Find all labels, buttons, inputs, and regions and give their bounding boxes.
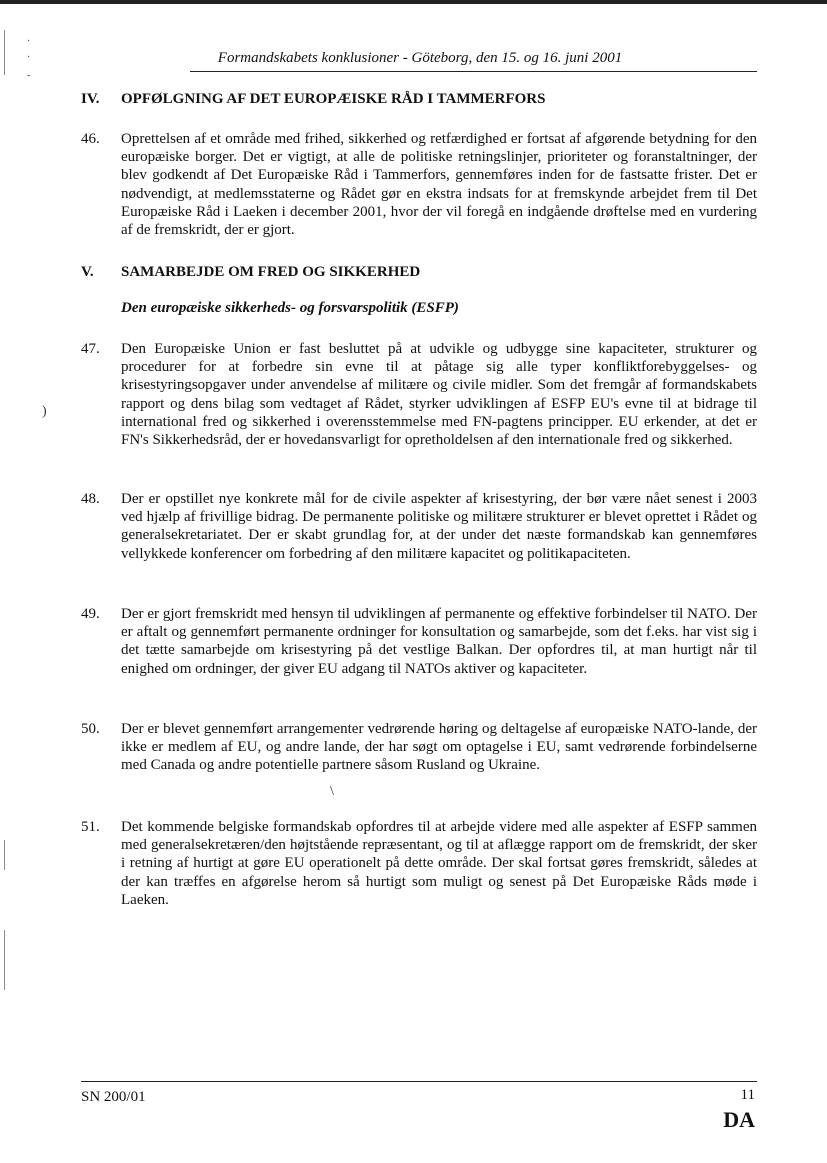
page-number: 11 — [740, 1087, 755, 1103]
paragraph-text: Der er opstillet nye konkrete mål for de civile aspekter af krisestyring, der bør være nået senest i 2003 ved hjælp af frivillige bidrag. De permanente politiske og militære strukturer er blevet oprettet i Rådet og generalsekretariatet. Der er skabt grundlag for, at der under det næste formandskab kan gennemføres vellykkede konferencer om forbedring af den militære kapacitet og politikapaciteten. — [121, 491, 757, 562]
subheading-esfp: Den europæiske sikkerheds- og forsvarspolitik (ESFP) — [121, 300, 459, 316]
paragraph-number: 51. — [81, 819, 100, 835]
margin-bracket-mark: ) — [42, 404, 47, 419]
section-heading-v — [81, 264, 420, 281]
left-margin-mark — [4, 930, 5, 990]
footer-rule — [81, 1081, 757, 1082]
paragraph-text: Der er gjort fremskridt med hensyn til udviklingen af permanente og effektive forbindelser til NATO. Der er aftalt og gennemført permanente ordninger for konsultation og samarbejde, som det f.eks. har vist sig i det tætte samarbejde om krisestyring på det vestlige Balkan. Der opfordres til, at man hurtigt når til enighed om ordninger, der giver EU adgang til NATOs aktiver og kapaciteter. — [121, 606, 757, 677]
paragraph-text: Den Europæiske Union er fast besluttet på at udvikle og udbygge sine kapaciteter, strukturer og procedurer for at forbedre sin evne til at påtage sig alle typer konfliktforebyggelses- og krisestyringsopgaver under anvendelse af militære og civile midler. Som det fremgår af formandskabets rapport og dens bilag som vedtaget af Rådet, styrker udviklingen af ESFP EU's evne til at bidrage til international fred og sikkerhed i overensstemmelse med FN-pagtens principper. EU erkender, at det er FN's Sikkerhedsråd, der er hovedansvarligt for opretholdelsen af den internationale fred og sikkerhed. — [121, 341, 757, 449]
paragraph-number: 47. — [81, 341, 100, 357]
section-title: SAMARBEJDE OM FRED OG SIKKERHED — [121, 264, 421, 280]
paragraph-46 — [81, 130, 757, 239]
margin-dot: · — [27, 36, 31, 47]
document-reference: SN 200/01 — [81, 1089, 146, 1105]
paragraph-47 — [81, 340, 757, 449]
paragraph-number: 50. — [81, 721, 100, 737]
section-number: V. — [81, 264, 94, 280]
paragraph-number: 46. — [81, 131, 100, 147]
paragraph-text: Det kommende belgiske formandskab opfordres til at arbejde videre med alle aspekter af ESFP sammen med generalsekretæren/den højtstående repræsentant, og til at aflægge rapport om de fremskridt, der sker i retning af hurtigt at gøre EU operationelt på dette område. Der skal fortsat gøres fremskridt, således at der kan træffes en afgørelse herom så hurtigt som muligt og senest på Det Europæiske Råds møde i Laeken. — [121, 819, 757, 908]
paragraph-text: Der er blevet gennemført arrangementer vedrørende høring og deltagelse af europæiske NATO-lande, der ikke er medlem af EU, og andre lande, der har søgt om optagelse i EU, samt vedrørende forbindelserne med Canada og andre potentielle partnere såsom Rusland og Ukraine. — [121, 721, 757, 774]
paragraph-48 — [81, 490, 757, 563]
paragraph-51 — [81, 818, 757, 909]
margin-dot: · — [27, 52, 31, 63]
left-margin-mark — [4, 840, 5, 870]
language-code: DA — [723, 1107, 755, 1132]
header-rule — [190, 71, 757, 72]
margin-dot: - — [27, 70, 31, 81]
section-number: IV. — [81, 91, 100, 107]
paragraph-number: 48. — [81, 491, 100, 507]
paragraph-text: Oprettelsen af et område med frihed, sikkerhed og retfærdighed er fortsat af afgørende betydning for den europæiske borger. Det er vigtigt, at alle de politiske retningslinjer, prioriteter og foranstaltninger, der blev godkendt af Det Europæiske Råd i Tammerfors, gennemføres inden for de fastsatte frister. Det er nødvendigt, at medlemsstaterne og Rådet gør en ekstra indsats for at fremskynde arbejdet frem til Det Europæiske Råd i Laeken i december 2001, hvor der vil foregå en indgående drøftelse med en vurdering af de fremskridt, der er gjort. — [121, 131, 757, 239]
section-heading-iv — [81, 91, 545, 108]
paragraph-50 — [81, 720, 757, 775]
pen-mark: \ — [330, 784, 334, 799]
paragraph-number: 49. — [81, 606, 100, 622]
paragraph-49 — [81, 605, 757, 678]
running-header: Formandskabets konklusioner - Göteborg, den 15. og 16. juni 2001 — [217, 50, 623, 66]
section-title: OPFØLGNING AF DET EUROPÆISKE RÅD I TAMMERFORS — [121, 91, 546, 107]
top-edge-line — [0, 0, 827, 4]
left-margin-mark — [4, 30, 5, 75]
